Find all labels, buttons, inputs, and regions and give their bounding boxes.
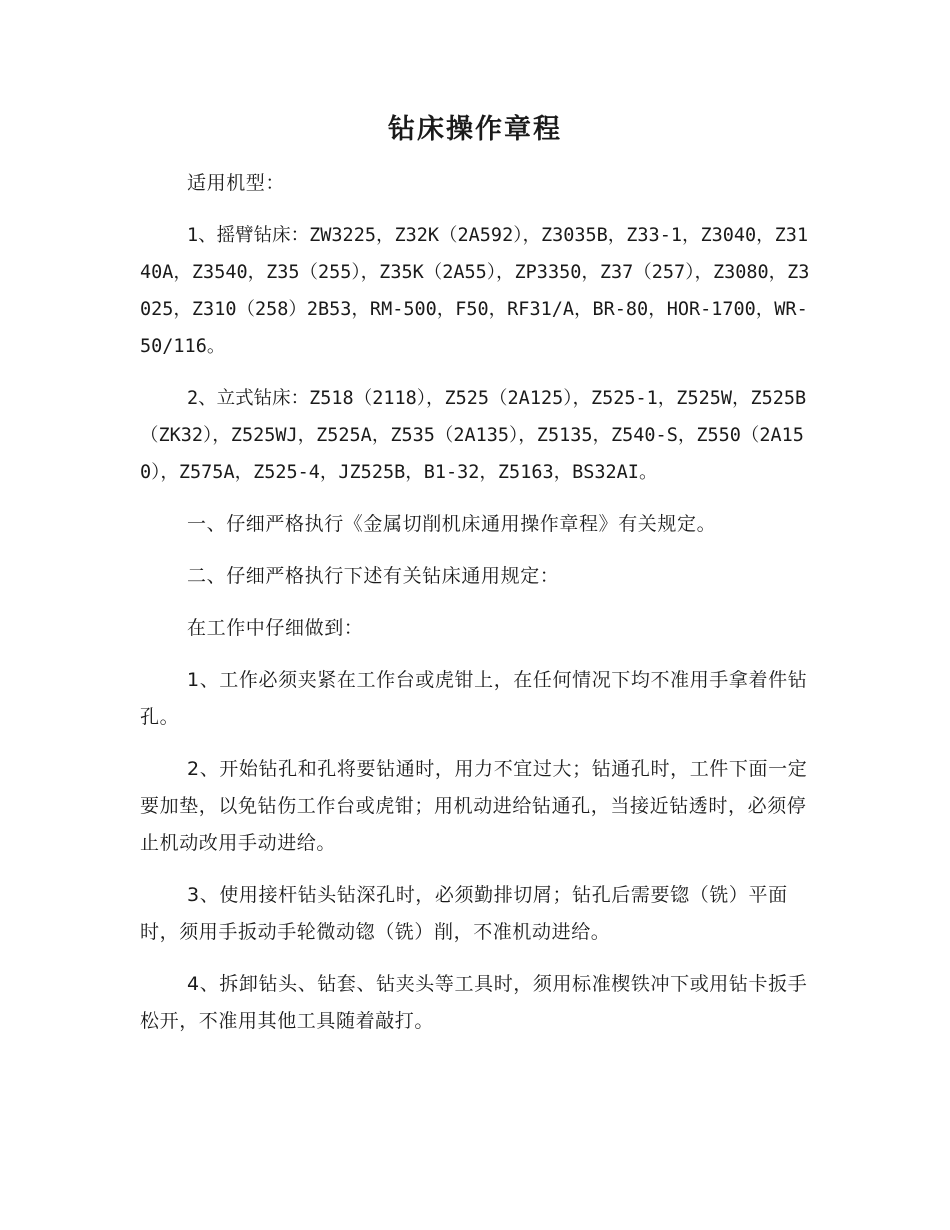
radial-drill-models: 1、摇臂钻床：ZW3225，Z32K（2A592），Z3035B，Z33-1，Z3040，Z3140A，Z3540，Z35（255），Z35K（2A55），ZP3350，Z37（257），Z3080，Z3025，Z310（258）2B53，RM-500，F50，RF31/A，BR-80，HOR-1700，WR-50/116。 [140, 225, 810, 357]
work-rule-1: 1、工作必须夹紧在工作台或虎钳上，在任何情况下均不准用手拿着件钻孔。 [140, 669, 808, 728]
vertical-drill-models: 2、立式钻床：Z518（2118），Z525（2A125），Z525-1，Z525W，Z525B（ZK32），Z525WJ，Z525A，Z535（2A135），Z5135，Z540-S，Z550（2A150），Z575A，Z525-4，JZ525B，B1-32，Z5163，BS32AI。 [140, 388, 807, 483]
work-rule-4: 4、拆卸钻头、钻套、钻夹头等工具时，须用标准楔铁冲下或用钻卡扳手松开，不准用其他工具随着敲打。 [140, 973, 808, 1032]
work-rule-3: 3、使用接杆钻头钻深孔时，必须勤排切屑；钻孔后需要锪（铣）平面时，须用手扳动手轮微动锪（铣）削，不准机动进给。 [140, 884, 788, 943]
page-title: 钻床操作章程 [388, 114, 562, 145]
applicable-models-heading: 适用机型： [187, 172, 286, 194]
work-requirements-heading: 在工作中仔细做到： [187, 617, 364, 639]
rule-section-2: 二、仔细严格执行下述有关钻床通用规定： [187, 565, 560, 587]
document-body [140, 165, 810, 1055]
rule-section-1: 一、仔细严格执行《金属切削机床通用操作章程》有关规定。 [187, 513, 717, 535]
work-rule-2: 2、开始钻孔和孔将要钻通时，用力不宜过大；钻通孔时，工件下面一定要加垫，以免钻伤工作台或虎钳；用机动进给钻通孔，当接近钻透时，必须停止机动改用手动进给。 [140, 758, 808, 854]
